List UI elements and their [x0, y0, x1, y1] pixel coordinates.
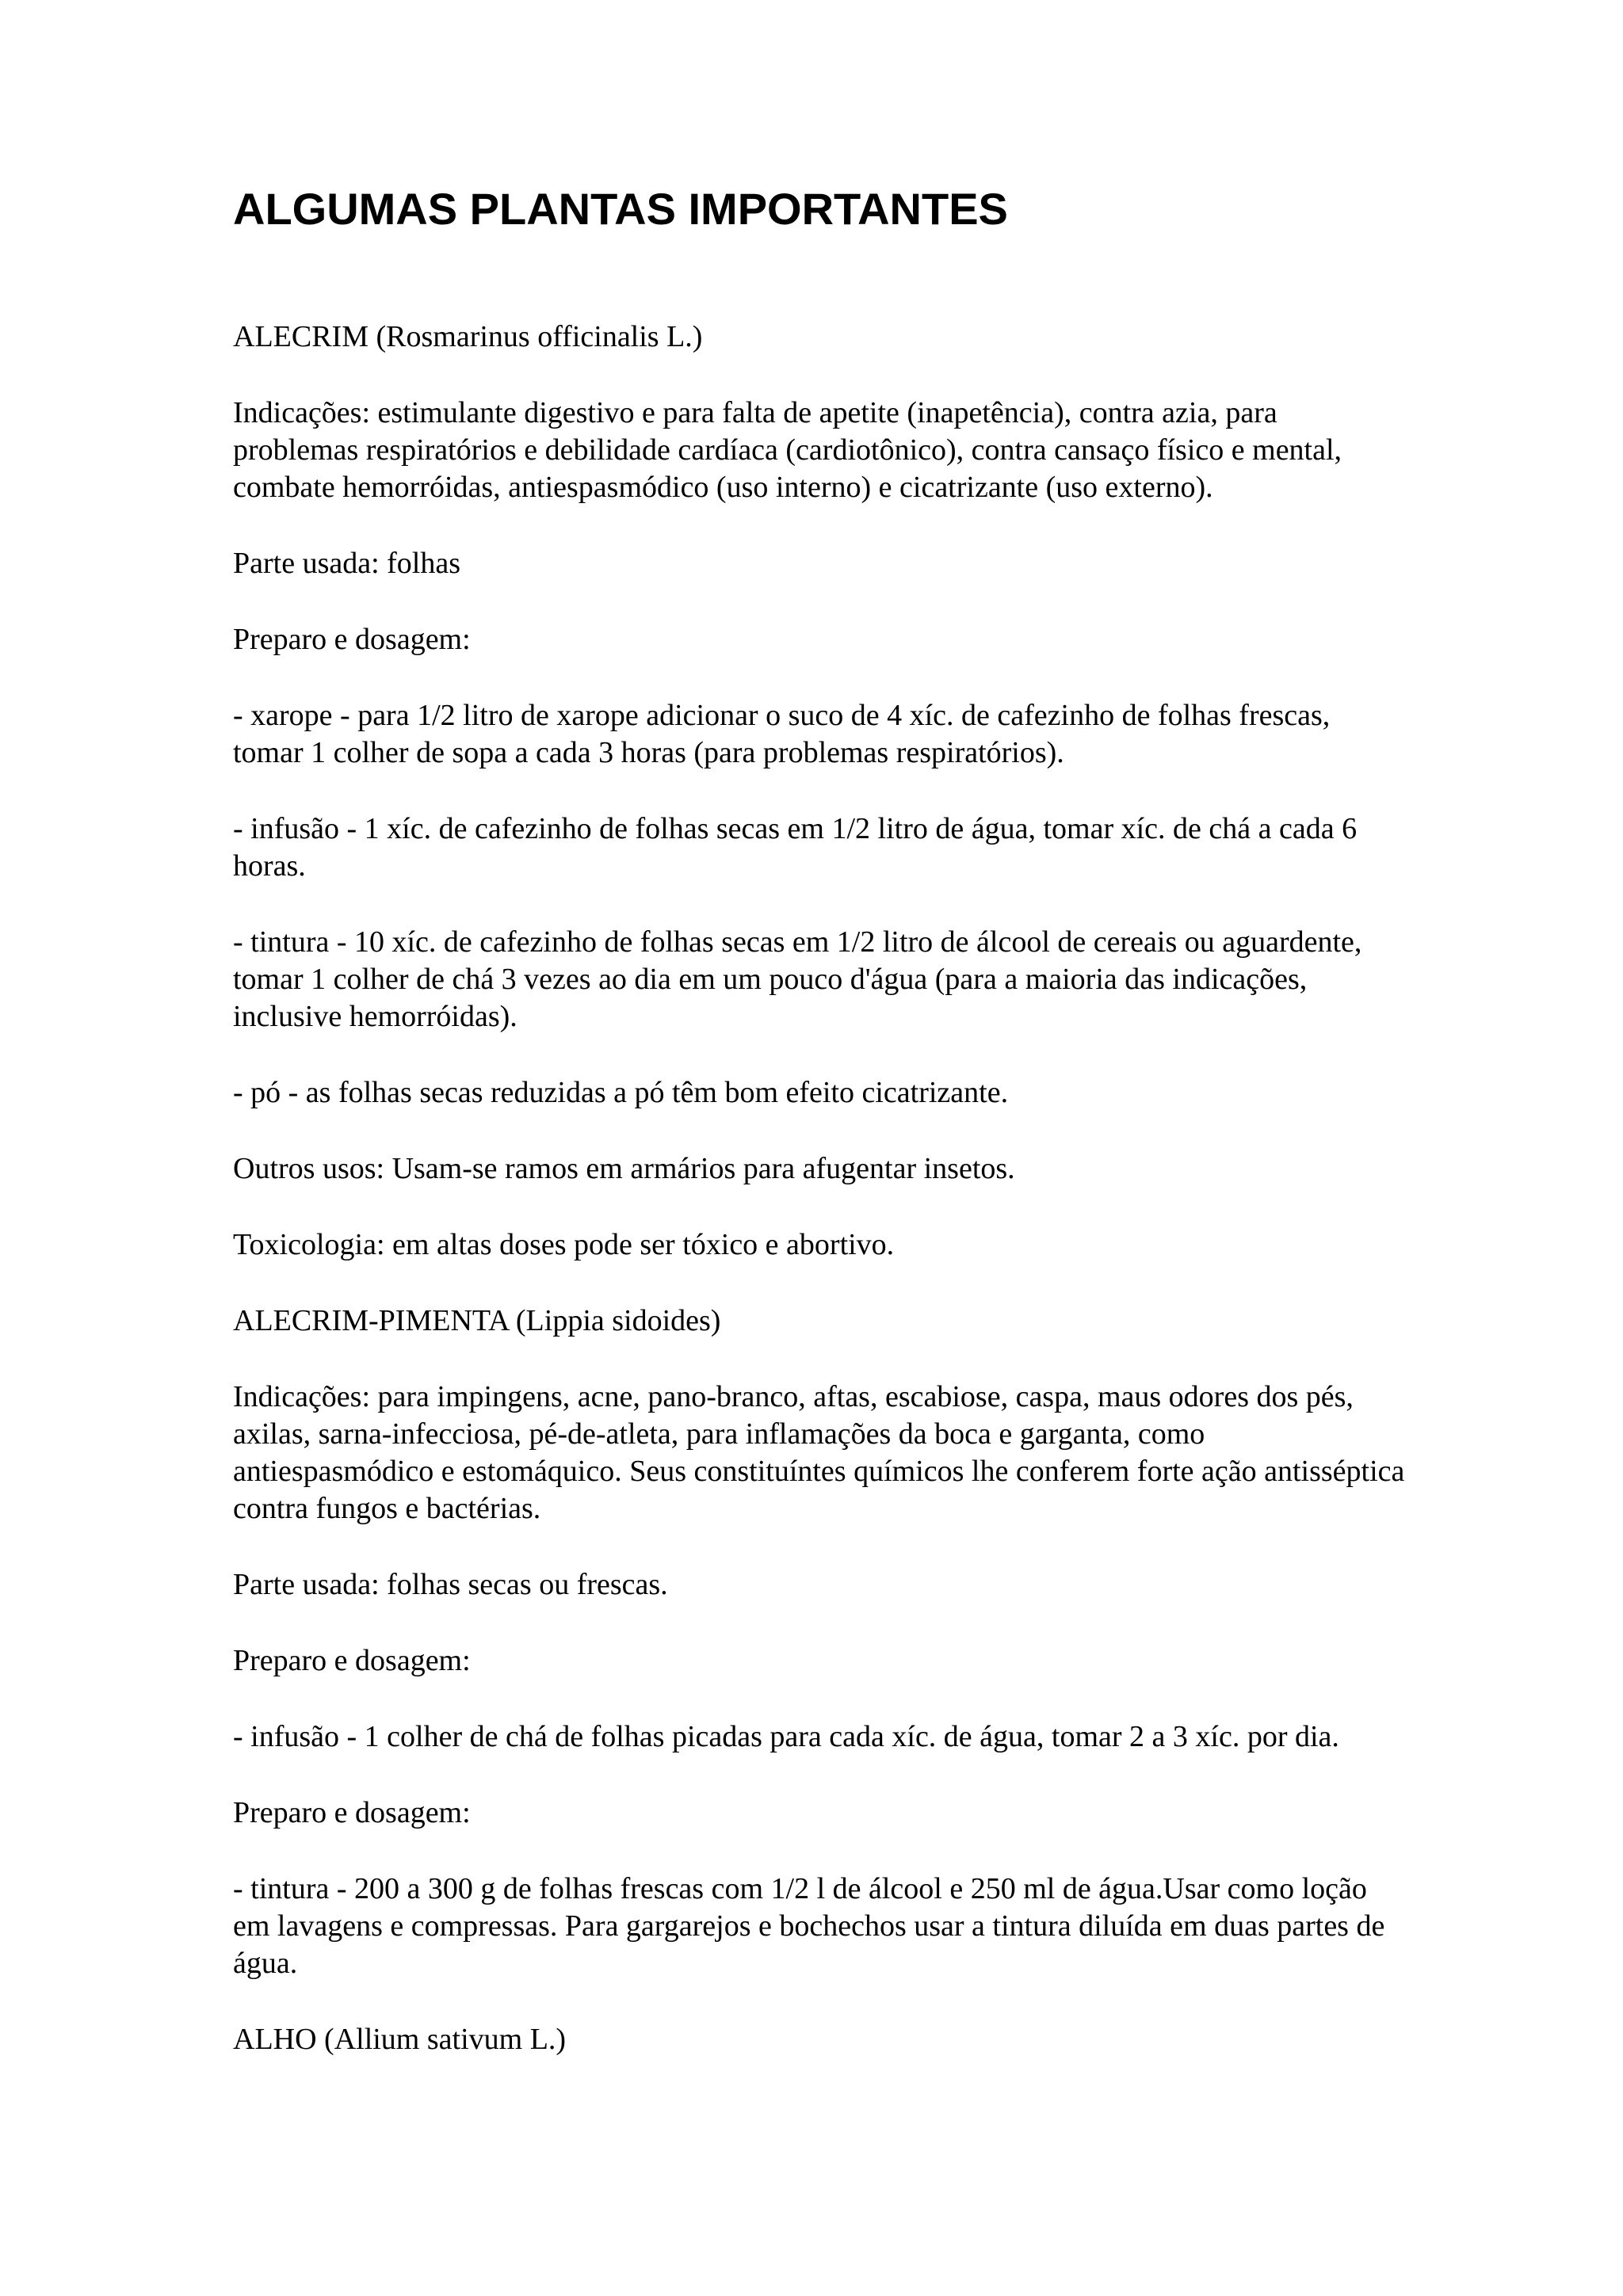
plant-heading-alecrim-pimenta: ALECRIM-PIMENTA (Lippia sidoides) — [233, 1304, 721, 1337]
alecrim-po: - pó - as folhas secas reduzidas a pó têm bom efeito cicatrizante. — [233, 1076, 1009, 1109]
alecrim-infusao: - infusão - 1 xíc. de cafezinho de folhas secas em 1/2 litro de água, tomar xíc. de chá a cada 6 horas. — [233, 812, 1358, 883]
alecrim-indications: Indicações: estimulante digestivo e para falta de apetite (inapetência), contra azia, para problemas respiratórios e debilidade cardíaca (cardiotônico), contra cansaço físico e mental, combate hemorróidas, antiespasmódico (uso interno) e cicatrizante (uso externo). — [233, 396, 1342, 504]
plant-heading-alho: ALHO (Allium sativum L.) — [233, 2023, 567, 2056]
page-title: ALGUMAS PLANTAS IMPORTANTES — [233, 184, 1008, 234]
alecrim-xarope: - xarope - para 1/2 litro de xarope adicionar o suco de 4 xíc. de cafezinho de folhas frescas, tomar 1 colher de sopa a cada 3 horas (para problemas respiratórios). — [233, 699, 1331, 769]
alecrim-part-used: Parte usada: folhas — [233, 547, 461, 580]
alecrim-preparation-heading: Preparo e dosagem: — [233, 623, 471, 656]
document-body — [233, 318, 1406, 2058]
alecrim-pimenta-indications: Indicações: para impingens, acne, pano-branco, aftas, escabiose, caspa, maus odores dos pés, axilas, sarna-infecciosa, pé-de-atleta, para inflamações da boca e garganta, como antiespasmódico e estomáquico. Seus constituíntes químicos lhe conferem forte ação antisséptica contra fungos e bactérias. — [233, 1380, 1405, 1525]
alecrim-pimenta-infusao: - infusão - 1 colher de chá de folhas picadas para cada xíc. de água, tomar 2 a 3 xíc. por dia. — [233, 1720, 1339, 1753]
alecrim-other-uses: Outros usos: Usam-se ramos em armários para afugentar insetos. — [233, 1152, 1015, 1185]
alecrim-pimenta-preparation-heading: Preparo e dosagem: — [233, 1644, 471, 1677]
plant-heading-alecrim: ALECRIM (Rosmarinus officinalis L.) — [233, 320, 703, 353]
alecrim-toxicology: Toxicologia: em altas doses pode ser tóxico e abortivo. — [233, 1228, 895, 1261]
alecrim-pimenta-tintura: - tintura - 200 a 300 g de folhas frescas com 1/2 l de álcool e 250 ml de água.Usar como loção em lavagens e compressas. Para gargarejos e bochechos usar a tintura diluída em duas partes de água. — [233, 1872, 1385, 1980]
alecrim-pimenta-part-used: Parte usada: folhas secas ou frescas. — [233, 1568, 668, 1601]
alecrim-pimenta-preparation-heading-2: Preparo e dosagem: — [233, 1796, 471, 1829]
alecrim-tintura: - tintura - 10 xíc. de cafezinho de folhas secas em 1/2 litro de álcool de cereais ou aguardente, tomar 1 colher de chá 3 vezes ao dia em um pouco d'água (para a maioria das indicações, inclusive hemorróidas). — [233, 925, 1362, 1033]
